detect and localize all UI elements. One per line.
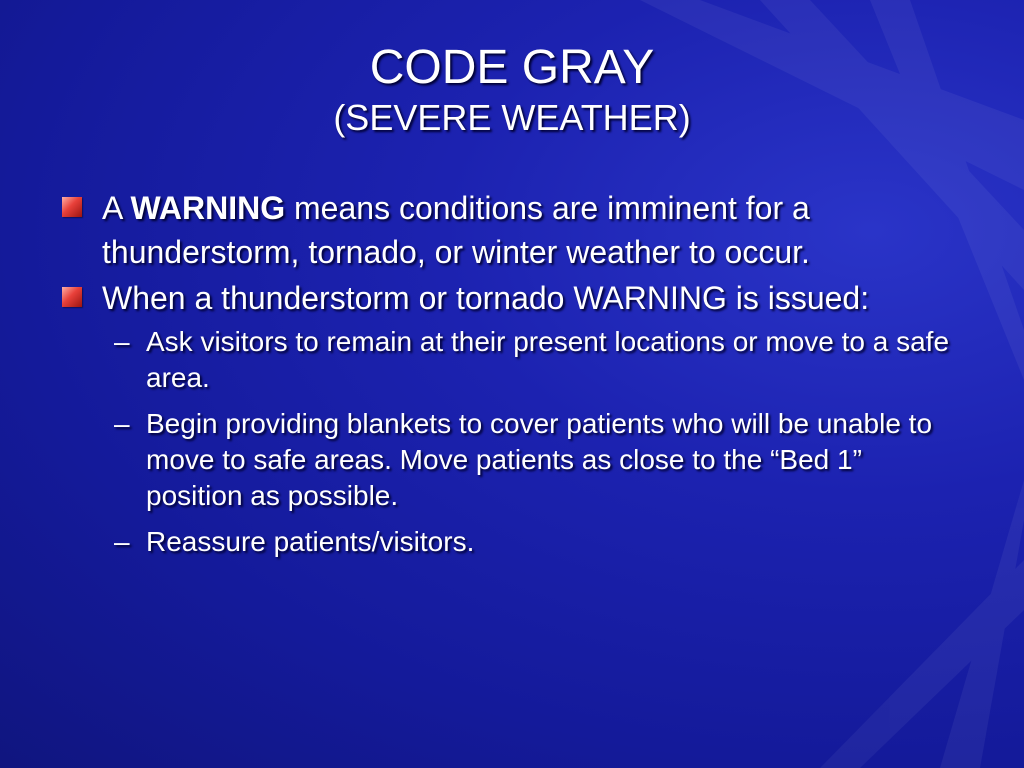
slide-title: CODE GRAY — [369, 41, 655, 94]
slide-subtitle: (SEVERE WEATHER) — [333, 97, 691, 138]
sub-bullet-visitors — [60, 324, 965, 396]
title-block — [0, 40, 1024, 140]
sub-bullet-blankets — [60, 406, 965, 514]
dash-marker: – — [114, 408, 130, 439]
bullet-prefix: A — [102, 190, 131, 226]
bullet-warning-definition — [60, 186, 965, 274]
sub-bullet-text: Ask visitors to remain at their present locations or move to a safe area. — [146, 326, 950, 393]
dash-marker: – — [114, 526, 130, 557]
square-bullet-icon — [62, 287, 82, 307]
sub-bullet-text: Reassure patients/visitors. — [146, 526, 475, 557]
sub-bullet-text: Begin providing blankets to cover patients who will be unable to move to safe areas. Move patients as close to the “Bed 1” position as possible. — [146, 408, 933, 511]
bullet-text: means conditions are imminent for a thunderstorm, tornado, or winter weather to occur. — [102, 190, 810, 270]
square-bullet-icon — [62, 197, 82, 217]
slide-body — [60, 186, 965, 570]
bullet-when-issued — [60, 276, 965, 320]
bullet-text: When a thunderstorm or tornado WARNING is issued: — [102, 280, 870, 316]
dash-marker: – — [114, 326, 130, 357]
sub-bullet-reassure — [60, 524, 965, 560]
warning-emphasis: WARNING — [130, 190, 286, 226]
